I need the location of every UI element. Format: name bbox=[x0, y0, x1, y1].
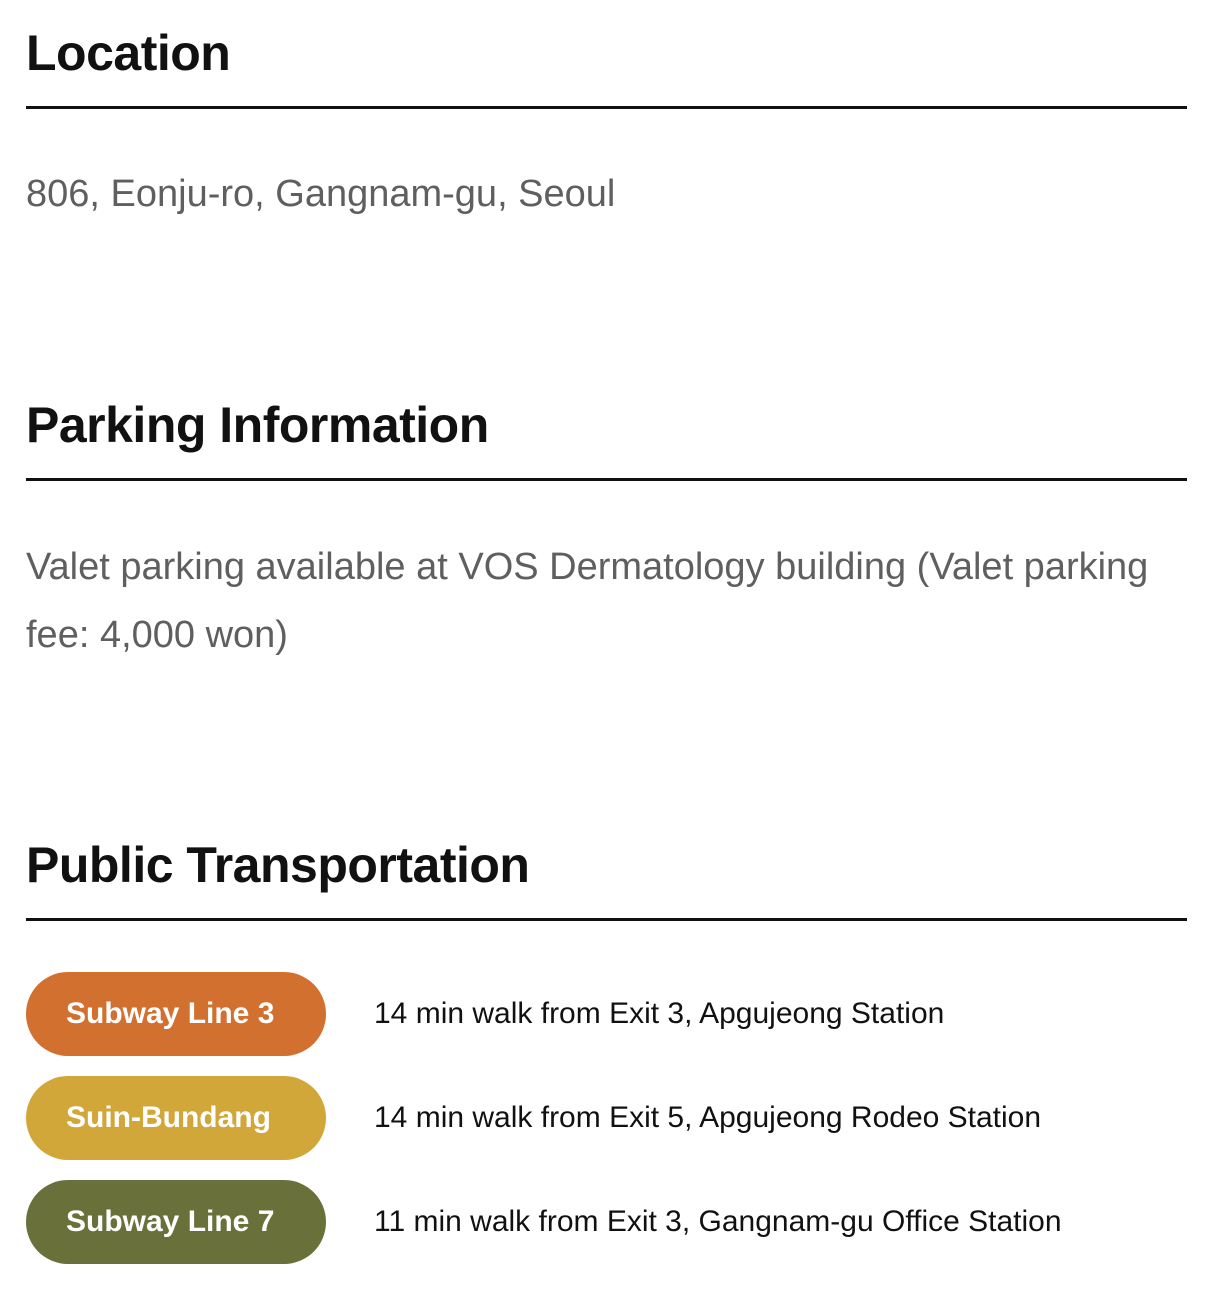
location-divider bbox=[26, 106, 1187, 109]
parking-heading: Parking Information bbox=[26, 397, 489, 453]
route-description: 11 min walk from Exit 3, Gangnam-gu Office Station bbox=[374, 1205, 1062, 1238]
line-badge-suin-bundang: Suin-Bundang bbox=[26, 1076, 326, 1160]
route-row bbox=[26, 1076, 1187, 1160]
location-address: 806, Eonju-ro, Gangnam-gu, Seoul bbox=[26, 173, 616, 215]
route-row bbox=[26, 972, 1187, 1056]
parking-divider bbox=[26, 478, 1187, 481]
parking-text: Valet parking available at VOS Dermatology building (Valet parking fee: 4,000 won) bbox=[26, 546, 1149, 656]
transport-divider bbox=[26, 918, 1187, 921]
line-badge-subway-line-3: Subway Line 3 bbox=[26, 972, 326, 1056]
location-heading: Location bbox=[26, 25, 231, 81]
route-row bbox=[26, 1180, 1187, 1264]
transport-heading: Public Transportation bbox=[26, 837, 530, 893]
route-description: 14 min walk from Exit 5, Apgujeong Rodeo Station bbox=[374, 1101, 1042, 1134]
line-badge-subway-line-7: Subway Line 7 bbox=[26, 1180, 326, 1264]
route-description: 14 min walk from Exit 3, Apgujeong Station bbox=[374, 997, 945, 1030]
